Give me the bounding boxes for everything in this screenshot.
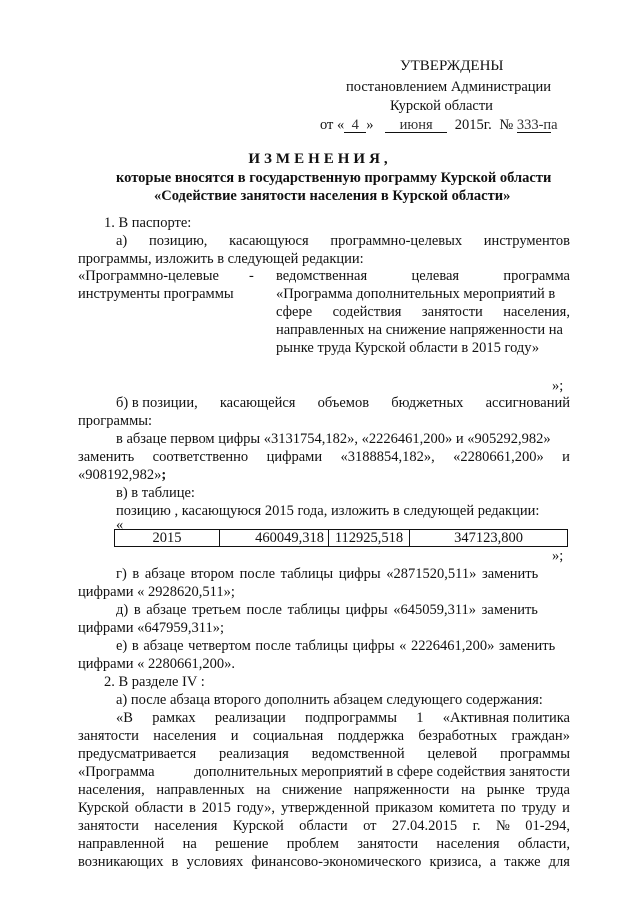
word: направленных — [156, 782, 245, 798]
left-column-line-2: инструменты программы — [78, 286, 234, 302]
word: населения, — [78, 782, 145, 798]
word: в — [189, 800, 196, 816]
word: «Активная политика — [442, 710, 570, 726]
right-column-line-5: рынке труда Курской области в 2015 году» — [276, 340, 540, 356]
word: сфере — [276, 304, 313, 320]
section-2-body-line — [78, 854, 570, 871]
word: рынке — [486, 782, 525, 798]
date-month: июня — [385, 118, 447, 133]
word: решение — [215, 836, 269, 852]
word: «2280661,200» — [453, 449, 544, 465]
item-a-line-2: программы, изложить в следующей редакции: — [78, 251, 364, 267]
word: целевой — [427, 746, 478, 762]
word: безработных — [418, 728, 498, 744]
item-b-line-2: программы: — [78, 413, 153, 429]
table-open-quote: « — [116, 517, 124, 533]
number-sign: № — [499, 117, 514, 133]
word: «3188854,182», — [340, 449, 435, 465]
word: кризиса, — [429, 854, 482, 870]
section-1-text: В паспорте: — [118, 215, 192, 231]
section-2-number: 2. — [104, 674, 115, 690]
table-cell-federal: 112925,518 — [329, 530, 410, 547]
word: по — [500, 800, 516, 816]
item-g-line-1: г) в абзаце втором после таблицы цифры «2871520,511» заменить — [116, 566, 539, 582]
word: труду — [521, 800, 557, 816]
item-e-line-1: е) в абзаце четвертом после таблицы цифры « 2226461,200» заменить — [116, 638, 556, 654]
word: бюджетных — [391, 395, 464, 411]
word: занятости — [78, 818, 139, 834]
word: соответственно — [152, 449, 249, 465]
word: возникающих — [78, 854, 164, 870]
item-b-semicolon: ; — [161, 467, 167, 483]
word: напряженности — [353, 782, 450, 798]
word: занятости — [421, 304, 483, 320]
word: труда — [536, 782, 570, 798]
word: населения — [153, 728, 217, 744]
table-cell-year: 2015 — [115, 530, 220, 547]
word: и — [562, 800, 570, 816]
word: от — [363, 818, 377, 834]
item-d-line-2: цифрами «647959,311»; — [78, 620, 225, 636]
item-a-line-1 — [116, 233, 570, 250]
word: инструментов — [483, 233, 570, 249]
word: а) — [116, 233, 128, 249]
word: социальная — [252, 728, 324, 744]
word: занятости — [357, 836, 419, 852]
section-2-body-line — [78, 746, 570, 763]
word: цифрами — [266, 449, 323, 465]
word: населения — [436, 836, 500, 852]
word: рамках — [152, 710, 196, 726]
table-2015 — [114, 529, 568, 547]
word: также — [504, 854, 541, 870]
word: году», — [236, 800, 276, 816]
item-b-line-1 — [116, 395, 570, 412]
date-prefix: от « — [320, 117, 345, 133]
word: позицию, — [148, 233, 208, 249]
word: приказом — [375, 800, 434, 816]
section-2-body-line — [78, 764, 570, 781]
section-2-body-line — [116, 710, 570, 727]
approved-line-1: постановлением Администрации — [346, 79, 552, 95]
word: программа — [503, 268, 570, 284]
section-2-body-line — [78, 818, 570, 835]
word: «В — [116, 710, 133, 726]
right-column-line-3 — [276, 304, 570, 321]
section-2-heading — [104, 674, 205, 691]
word: 1 — [416, 710, 424, 726]
item-b-line-3: в абзаце первом цифры «3131754,182», «2226461,200» и «905292,982» — [116, 431, 551, 447]
word: и — [230, 728, 239, 744]
closing-quote-1: »; — [552, 378, 564, 394]
word: 2015 — [201, 800, 231, 816]
word: касающуюся — [229, 233, 309, 249]
word: на — [256, 782, 271, 798]
word: условиях — [186, 854, 244, 870]
item-2a-line: а) после абзаца второго дополнить абзацем следующего содержания: — [116, 692, 543, 708]
word: касающейся — [219, 395, 296, 411]
section-2-text: В разделе IV : — [118, 674, 205, 690]
date-mid: » — [366, 117, 374, 133]
date-day: 4 — [344, 118, 366, 133]
page-title: ИЗМЕНЕНИЯ, — [248, 151, 392, 167]
word: комитета — [438, 800, 495, 816]
word: в — [171, 854, 179, 870]
approved-line-2: Курской области — [390, 98, 493, 114]
left-column-dash: - — [249, 268, 254, 284]
item-v-line-2: позицию , касающуюся 2015 года, изложить в следующей редакции: — [116, 503, 540, 519]
word: ведомственная — [276, 268, 368, 284]
word: занятости — [78, 728, 139, 744]
word: Курской — [232, 818, 284, 834]
word: содействия — [332, 304, 402, 320]
word: утвержденной — [280, 800, 370, 816]
word: ведомственной — [311, 746, 405, 762]
word: 01-294, — [525, 818, 570, 834]
word: направленной — [78, 836, 165, 852]
word: № — [495, 818, 510, 834]
word: программы — [499, 746, 570, 762]
word: подпрограммы — [305, 710, 397, 726]
title-subtitle-2: «Содействие занятости населения в Курской области» — [154, 188, 511, 204]
item-e-line-2: цифрами « 2280661,200». — [78, 656, 236, 672]
word: области, — [517, 836, 570, 852]
section-2-body-line — [78, 782, 570, 799]
section-2-body-line — [78, 836, 570, 853]
word: программно-целевых — [330, 233, 463, 249]
section-1-heading — [104, 215, 191, 232]
approved-heading: УТВЕРЖДЕНЫ — [400, 58, 504, 74]
word: ассигнований — [485, 395, 570, 411]
word: б) в позиции, — [116, 395, 198, 411]
item-d-line-1: д) в абзаце третьем после таблицы цифры «645059,311» заменить — [116, 602, 538, 618]
word: для — [548, 854, 570, 870]
section-2-body-line — [78, 800, 570, 817]
table-cell-regional: 347123,800 — [410, 530, 568, 547]
item-b-value: «908192,982» — [78, 467, 162, 483]
date-year: 2015г. — [454, 117, 492, 133]
table-row — [115, 530, 568, 547]
left-column-line-1: «Программно-целевые — [78, 268, 219, 284]
word: проблем — [286, 836, 339, 852]
word: снижение — [282, 782, 343, 798]
doc-number: 333-па — [516, 117, 558, 133]
word: дополнительных мероприятий в сфере содействия занятости — [194, 764, 570, 780]
word: на — [182, 836, 197, 852]
word: финансово-экономического — [251, 854, 422, 870]
word: «Программа — [78, 764, 155, 780]
approval-date-line — [320, 117, 558, 134]
closing-quote-2: »; — [552, 548, 564, 564]
word: населения, — [503, 304, 570, 320]
right-column-line-4: направленных на снижение напряженности на — [276, 322, 563, 338]
item-v-line-1: в) в таблице: — [116, 485, 195, 501]
word: целевая — [411, 268, 460, 284]
word: области — [299, 818, 348, 834]
table-cell-total: 460049,318 — [220, 530, 329, 547]
word: на — [461, 782, 476, 798]
word: населения — [154, 818, 218, 834]
section-1-number: 1. — [104, 215, 115, 231]
word: граждан» — [511, 728, 570, 744]
title-subtitle-1: которые вносятся в государственную программу Курской области — [116, 170, 552, 186]
word: реализация — [218, 746, 289, 762]
word: объемов — [317, 395, 370, 411]
item-b-line-5 — [78, 467, 166, 484]
right-column-line-2: «Программа дополнительных мероприятий в — [276, 286, 556, 302]
word: предусматривается — [78, 746, 197, 762]
word: заменить — [78, 449, 135, 465]
section-2-body-line — [78, 728, 570, 745]
word: поддержка — [337, 728, 404, 744]
word: г. — [472, 818, 481, 834]
word: и — [562, 449, 570, 465]
item-b-line-4 — [78, 449, 570, 466]
word: реализации — [214, 710, 286, 726]
word: а — [489, 854, 497, 870]
right-column-line-1 — [276, 268, 570, 285]
word: Курской — [78, 800, 129, 816]
word: области — [134, 800, 184, 816]
item-g-line-2: цифрами « 2928620,511»; — [78, 584, 235, 600]
word: 27.04.2015 — [391, 818, 458, 834]
